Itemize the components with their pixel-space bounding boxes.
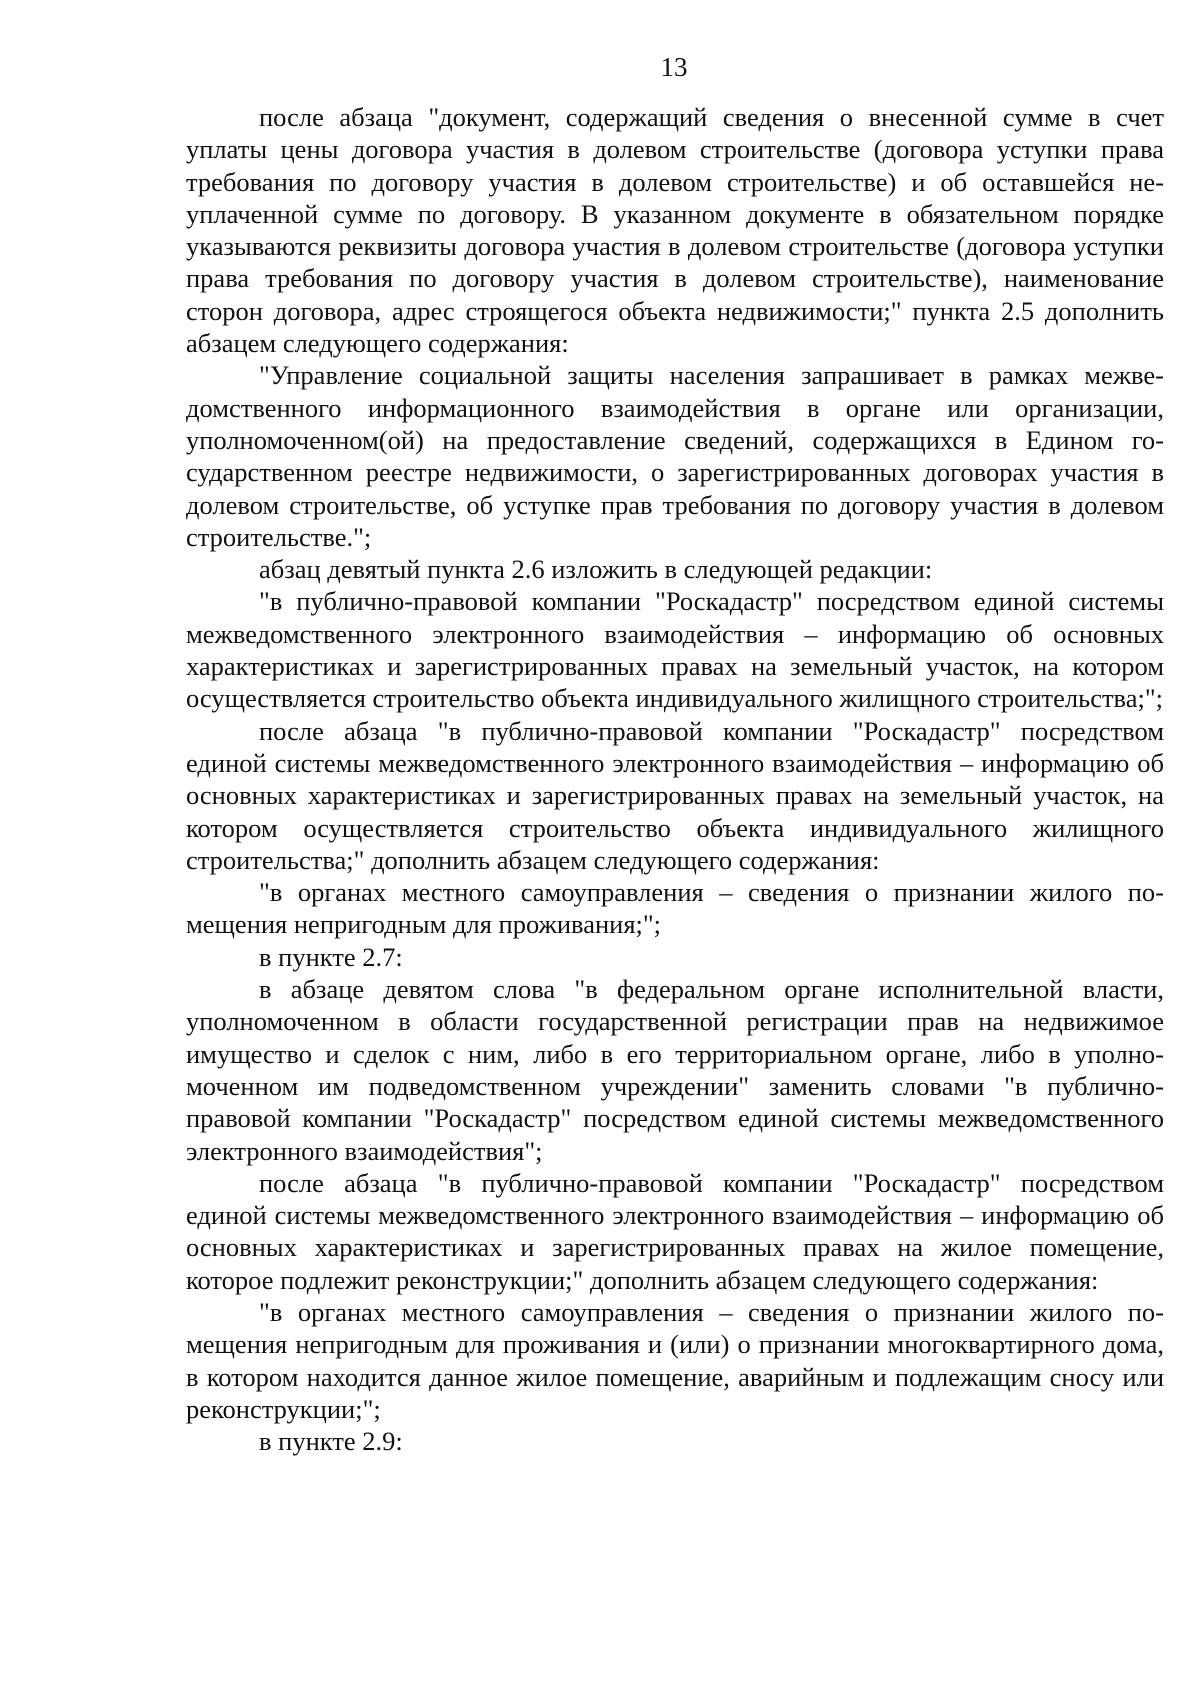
paragraph-8: в абзаце девятом слова "в федеральном органе исполнительной власти, уполномоченном в области государственной регистрации прав на недвижимое имущество и сделок с ним, либо в его территориальном органе, либо в уполномоченном им подведомственном учреждении" заменить словами "в публично-правовой компании "Роскадастр" посредством единой системы межведомственного электронного взаимодействия"; [186, 974, 1164, 1166]
paragraph-10: "в органах местного самоуправления – сведения о признании жилого помещения непригодным для проживания и (или) о признании многоквартирного дома, в котором находится данное жилое помещение, аварийным и подлежащим сносу или реконструкции;"; [186, 1296, 1164, 1424]
paragraph-5: после абзаца "в публично-правовой компании "Роскадастр" посредством единой системы межведомственного электронного взаимодействия – информацию об основных характеристиках и зарегистрированных правах на земельный участок, на котором осуществляется строительство объекта индивидуального жилищного строительства;" дополнить абзацем следующего содержания: [186, 715, 1164, 875]
paragraph-9: после абзаца "в публично-правовой компании "Роскадастр" посредством единой системы межведомственного электронного взаимодействия – информацию об основных характеристиках и зарегистрированных правах на жилое помещение, которое подлежит реконструкции;" дополнить абзацем следующего содержания: [186, 1167, 1164, 1295]
paragraph-4: "в публично-правовой компании "Роскадастр" посредством единой системы межведомственного электронного взаимодействия – информацию об основных характеристиках и зарегистрированных правах на земельный участок, на котором осуществляется строительство объекта индивидуального жилищного строительства;"; [186, 586, 1164, 714]
page-number: 13 [660, 52, 688, 82]
paragraph-1: после абзаца "документ, содержащий сведения о внесенной сумме в счет уплаты цены договора участия в долевом строительстве (договора уступки права требования по договору участия в долевом строительстве) и об оставшейся неуплаченной сумме по договору. В указанном документе в обязательном порядке указываются реквизиты договора участия в долевом строительстве (договора уступки права требования по договору участия в долевом строительстве), наименование сторон договора, адрес строящегося объекта недвижимости;" пункта 2.5 дополнить абзацем следующего содержания: [186, 102, 1164, 359]
paragraph-6: "в органах местного самоуправления – сведения о признании жилого помещения непригодным для проживания;"; [186, 877, 1164, 940]
paragraph-11: в пункте 2.9: [259, 1426, 403, 1457]
paragraph-3: абзац девятый пункта 2.6 изложить в следующей редакции: [259, 554, 933, 585]
paragraph-2: "Управление социальной защиты населения запрашивает в рамках межведомственного информационного взаимодействия в органе или организации, уполномоченном(ой) на предоставление сведений, содержащихся в Едином государственном реестре недвижимости, о зарегистрированных договорах участия в долевом строительстве, об уступке прав требования по договору участия в долевом строительстве."; [186, 360, 1164, 552]
document-body [186, 101, 1164, 1457]
paragraph-7: в пункте 2.7: [259, 941, 403, 972]
